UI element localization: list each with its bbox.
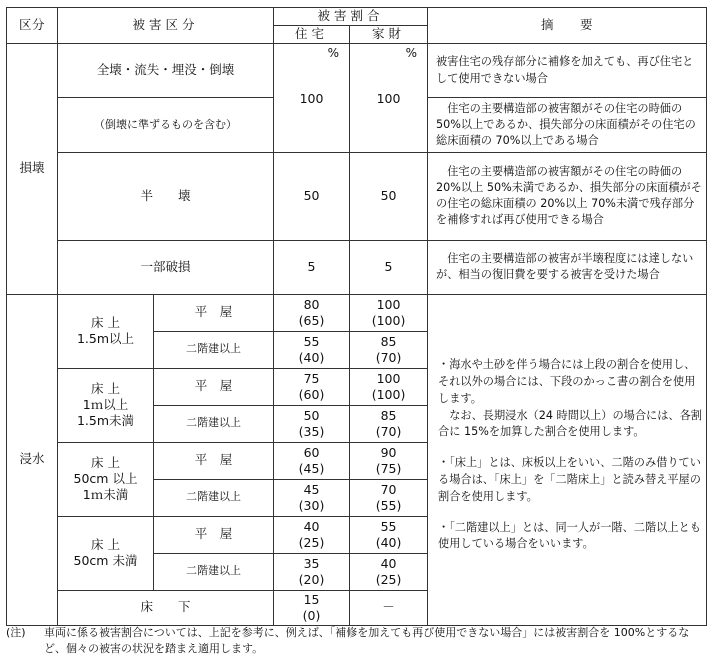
building-type: 二階建以上: [154, 331, 274, 368]
flood-goods-value: 85 (70): [350, 331, 428, 368]
footnote-text: 車両に係る被害割合については、上記を参考に、例えば、「補修を加えても再び使用できない場合」には被害割合を 100%とするなど、個々の被害の状況を踏まえ適用します。: [44, 626, 690, 655]
loss-house-value: 100: [299, 90, 324, 106]
loss-label: 損壊: [7, 43, 58, 294]
header-goods: 家財: [350, 25, 428, 43]
flood-house-value: 55 (40): [274, 331, 350, 368]
loss-house-merged-cell: [274, 43, 350, 152]
flood-goods-value: 55 (40): [350, 516, 428, 553]
header-category: 区分: [7, 8, 58, 44]
flood-house-value: 50 (35): [274, 405, 350, 442]
loss-note: 住宅の主要構造部の被害額がその住宅の時価の 50%以上であるか、損失部分の床面積がその住宅の総床面積の 70%以上である場合: [428, 98, 707, 153]
flood-goods-value: 40 (25): [350, 553, 428, 590]
loss-goods-value: 100: [376, 90, 401, 106]
loss-note: 住宅の主要構造部の被害が半壊程度には達しないが、相当の復旧費を要する被害を受けた場合: [428, 240, 707, 294]
loss-note: 被害住宅の残存部分に補修を加えても、再び住宅として使用できない場合: [428, 43, 707, 98]
loss-row-name: （倒壊に準ずるものを含む）: [58, 98, 274, 153]
header-damage-category: 被害区分: [58, 8, 274, 44]
flood-goods-value: －: [350, 590, 428, 625]
flood-label: 浸水: [7, 294, 58, 625]
building-type: 平 屋: [154, 516, 274, 553]
flood-notes: ・海水や土砂を伴う場合には上段の割合を使用し、それ以外の場合には、下段のかっこ書の割合を使用します。 なお、長期浸水（24 時間以上）の場合には、各割合に 15%を加算した割合を使用します。 ・「床上」とは、床板以上をいい、二階のみ借りている場合は、「床上」を「二階床上」と読み替え平屋の割合を使用します。 ・「二階建以上」とは、同一人が一階、二階以上とも使用している場合をいいます。: [428, 294, 707, 625]
flood-house-value: 40 (25): [274, 516, 350, 553]
loss-row-half: [7, 152, 707, 240]
flood-goods-value: 100 (100): [350, 294, 428, 331]
loss-goods-merged-cell: [350, 43, 428, 152]
flood-house-value: 80 (65): [274, 294, 350, 331]
loss-row-partial: [7, 240, 707, 294]
building-type: 平 屋: [154, 442, 274, 479]
flood-goods-value: 100 (100): [350, 368, 428, 405]
header-house: 住宅: [274, 25, 350, 43]
flood-group-depth: 床 上 1ｍ以上 1.5m未満: [58, 368, 154, 442]
building-type: 平 屋: [154, 368, 274, 405]
percent-sign-house: %: [327, 45, 340, 60]
header-summary: 摘 要: [428, 8, 707, 44]
footnote: [6, 625, 706, 657]
flood-group-depth: 床 上 1.5m以上: [58, 294, 154, 368]
building-type: 二階建以上: [154, 479, 274, 516]
damage-ratio-table: [6, 7, 707, 626]
flood-goods-value: 85 (70): [350, 405, 428, 442]
loss-row-name: 全壊・流失・埋没・倒壊: [58, 43, 274, 98]
loss-row-total: [7, 43, 707, 98]
flood-group-depth: 床 上 50cm 以上 1ｍ未満: [58, 442, 154, 516]
flood-house-value: 60 (45): [274, 442, 350, 479]
flood-house-value: 15 (0): [274, 590, 350, 625]
flood-goods-value: 70 (55): [350, 479, 428, 516]
loss-goods-value: 50: [350, 152, 428, 240]
loss-row-name: 一部破損: [58, 240, 274, 294]
header-row: [7, 8, 707, 26]
loss-house-value: 50: [274, 152, 350, 240]
flood-house-value: 75 (60): [274, 368, 350, 405]
flood-group-depth: 床 上 50cm 未満: [58, 516, 154, 590]
loss-row-name: 半 壊: [58, 152, 274, 240]
loss-note: 住宅の主要構造部の被害額がその住宅の時価の 20%以上 50%未満であるか、損失部分の床面積がその住宅の総床面積の 20%以上 70%未満で残存部分を補修すれば再び使用できる場合: [428, 152, 707, 240]
flood-goods-value: 90 (75): [350, 442, 428, 479]
loss-goods-value: 5: [350, 240, 428, 294]
below-floor-label: 床 下: [58, 590, 274, 625]
building-type: 二階建以上: [154, 553, 274, 590]
flood-house-value: 45 (30): [274, 479, 350, 516]
flood-house-value: 35 (20): [274, 553, 350, 590]
building-type: 平 屋: [154, 294, 274, 331]
building-type: 二階建以上: [154, 405, 274, 442]
flood-row: [7, 294, 707, 331]
header-damage-ratio: 被害割合: [274, 8, 428, 26]
footnote-label: (注): [6, 626, 26, 639]
percent-sign-goods: %: [405, 45, 418, 60]
loss-house-value: 5: [274, 240, 350, 294]
